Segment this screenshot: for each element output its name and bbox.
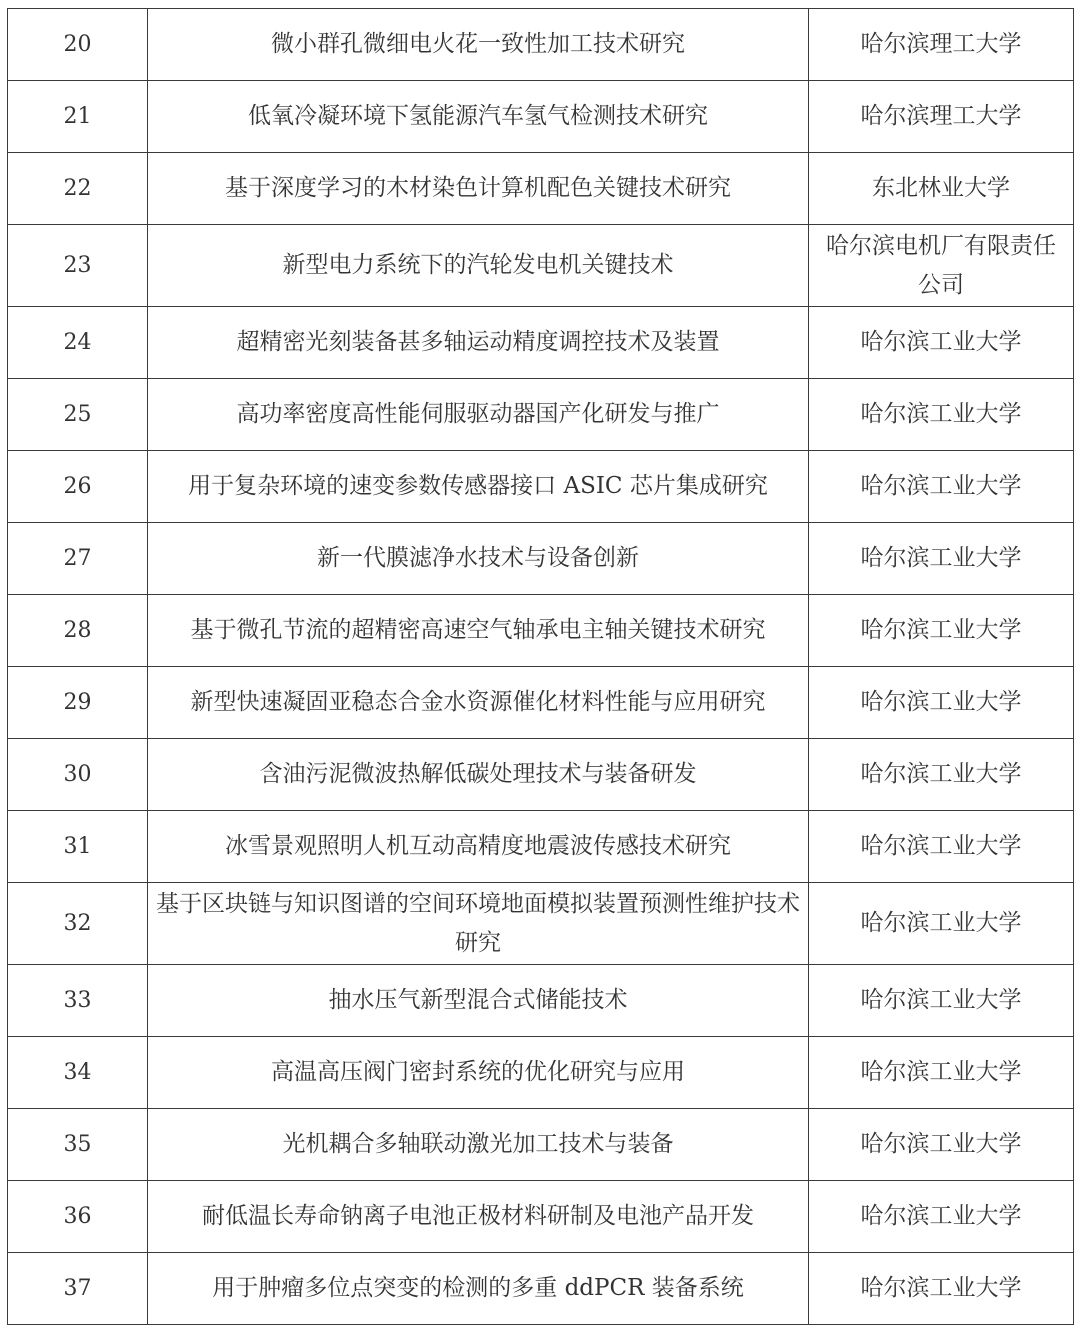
organization: 哈尔滨工业大学 xyxy=(809,595,1074,667)
table-row xyxy=(8,225,1074,307)
row-number: 25 xyxy=(8,379,148,451)
table-row xyxy=(8,883,1074,965)
project-title: 冰雪景观照明人机互动高精度地震波传感技术研究 xyxy=(148,811,809,883)
organization: 哈尔滨工业大学 xyxy=(809,1181,1074,1253)
project-title: 光机耦合多轴联动激光加工技术与装备 xyxy=(148,1109,809,1181)
row-number: 21 xyxy=(8,81,148,153)
table-row xyxy=(8,595,1074,667)
organization: 哈尔滨工业大学 xyxy=(809,379,1074,451)
table-row xyxy=(8,1109,1074,1181)
organization: 哈尔滨工业大学 xyxy=(809,307,1074,379)
row-number: 31 xyxy=(8,811,148,883)
project-title: 抽水压气新型混合式储能技术 xyxy=(148,965,809,1037)
table-row xyxy=(8,1253,1074,1325)
table-row xyxy=(8,1037,1074,1109)
project-title: 基于区块链与知识图谱的空间环境地面模拟装置预测性维护技术研究 xyxy=(148,883,809,965)
row-number: 26 xyxy=(8,451,148,523)
project-title: 微小群孔微细电火花一致性加工技术研究 xyxy=(148,9,809,81)
row-number: 37 xyxy=(8,1253,148,1325)
organization: 哈尔滨工业大学 xyxy=(809,1109,1074,1181)
table-row xyxy=(8,81,1074,153)
table-row xyxy=(8,153,1074,225)
project-title: 耐低温长寿命钠离子电池正极材料研制及电池产品开发 xyxy=(148,1181,809,1253)
organization: 哈尔滨工业大学 xyxy=(809,739,1074,811)
organization: 哈尔滨工业大学 xyxy=(809,1037,1074,1109)
table-row xyxy=(8,307,1074,379)
project-title: 高功率密度高性能伺服驱动器国产化研发与推广 xyxy=(148,379,809,451)
row-number: 33 xyxy=(8,965,148,1037)
project-title: 用于复杂环境的速变参数传感器接口 ASIC 芯片集成研究 xyxy=(148,451,809,523)
row-number: 27 xyxy=(8,523,148,595)
table-row xyxy=(8,379,1074,451)
organization: 哈尔滨工业大学 xyxy=(809,523,1074,595)
row-number: 29 xyxy=(8,667,148,739)
project-title: 基于深度学习的木材染色计算机配色关键技术研究 xyxy=(148,153,809,225)
table-row xyxy=(8,811,1074,883)
row-number: 22 xyxy=(8,153,148,225)
row-number: 24 xyxy=(8,307,148,379)
row-number: 32 xyxy=(8,883,148,965)
table-row xyxy=(8,739,1074,811)
project-title: 低氧冷凝环境下氢能源汽车氢气检测技术研究 xyxy=(148,81,809,153)
row-number: 34 xyxy=(8,1037,148,1109)
table-row xyxy=(8,1181,1074,1253)
project-title: 高温高压阀门密封系统的优化研究与应用 xyxy=(148,1037,809,1109)
table-row xyxy=(8,965,1074,1037)
organization: 哈尔滨工业大学 xyxy=(809,811,1074,883)
table-row xyxy=(8,667,1074,739)
row-number: 30 xyxy=(8,739,148,811)
table-row xyxy=(8,9,1074,81)
row-number: 36 xyxy=(8,1181,148,1253)
organization: 东北林业大学 xyxy=(809,153,1074,225)
organization: 哈尔滨工业大学 xyxy=(809,965,1074,1037)
project-title: 超精密光刻装备甚多轴运动精度调控技术及装置 xyxy=(148,307,809,379)
organization: 哈尔滨理工大学 xyxy=(809,81,1074,153)
project-table xyxy=(7,8,1074,1325)
project-table-container xyxy=(7,8,1073,1328)
project-title: 含油污泥微波热解低碳处理技术与装备研发 xyxy=(148,739,809,811)
project-title: 新型快速凝固亚稳态合金水资源催化材料性能与应用研究 xyxy=(148,667,809,739)
row-number: 23 xyxy=(8,225,148,307)
row-number: 35 xyxy=(8,1109,148,1181)
table-row xyxy=(8,451,1074,523)
organization: 哈尔滨工业大学 xyxy=(809,1253,1074,1325)
organization: 哈尔滨理工大学 xyxy=(809,9,1074,81)
table-row xyxy=(8,523,1074,595)
project-title: 基于微孔节流的超精密高速空气轴承电主轴关键技术研究 xyxy=(148,595,809,667)
project-title: 新一代膜滤净水技术与设备创新 xyxy=(148,523,809,595)
organization: 哈尔滨工业大学 xyxy=(809,883,1074,965)
organization: 哈尔滨工业大学 xyxy=(809,667,1074,739)
organization: 哈尔滨电机厂有限责任公司 xyxy=(809,225,1074,307)
row-number: 28 xyxy=(8,595,148,667)
project-title: 新型电力系统下的汽轮发电机关键技术 xyxy=(148,225,809,307)
project-title: 用于肿瘤多位点突变的检测的多重 ddPCR 装备系统 xyxy=(148,1253,809,1325)
organization: 哈尔滨工业大学 xyxy=(809,451,1074,523)
row-number: 20 xyxy=(8,9,148,81)
